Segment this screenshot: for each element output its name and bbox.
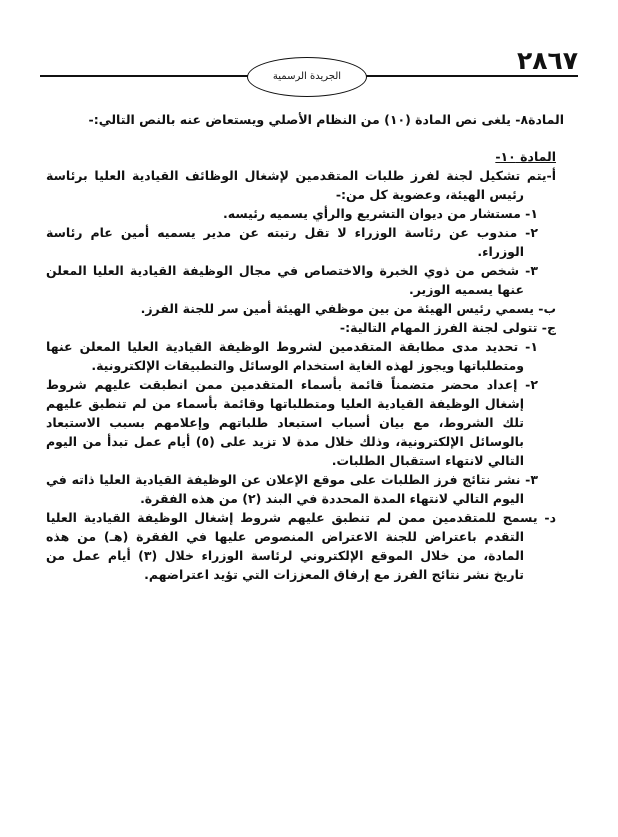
paragraph-c: ج- تتولى لجنة الفرز المهام التالية:-	[339, 320, 556, 335]
paragraph-a: أ-يتم تشكيل لجنة لفرز طلبات المتقدمين لإشغال الوظائف القيادية العليا برئاسة رئيس الهيئة، وعضوية كل من:-	[46, 168, 556, 202]
article-title: المادة ١٠-	[495, 149, 556, 164]
list-item: ١- تحديد مدى مطابقة المتقدمين لشروط الوظيفة القيادية العليا المعلن عنها ومتطلباتها ويجوز لهذه الغاية استخدام الوسائل والتطبيقات الإلكترونية.	[46, 339, 538, 373]
paragraph-b: ب- يسمي رئيس الهيئة من بين موظفي الهيئة أمين سر للجنة الفرز.	[140, 301, 556, 316]
page-number: ٢٨٦٧	[516, 46, 578, 75]
list-item: ١- مستشار من ديوان التشريع والرأي يسميه رئيسه.	[223, 206, 538, 221]
list-item: ٢- إعداد محضر متضمناً قائمة بأسماء المتقدمين ممن انطبقت عليهم شروط إشغال الوظيفة القيادية العليا ومتطلباتها وقائمة بأسماء من لم تنطبق عليهم تلك الشروط، مع بيان أسباب استبعاد طلباتهم وإعلامهم بسبب الاستبعاد بالوسائل الإلكترونية، وذلك خلال مدة لا تزيد على (٥) أيام عمل تبدأ من اليوم التالي لانتهاء استقبال الطلبات.	[46, 377, 538, 468]
paragraph-d: د- يسمح للمتقدمين ممن لم تنطبق عليهم شروط إشغال الوظيفة القيادية العليا التقدم باعتراض للجنة الاعتراض المنصوص عليها في الفقرة (هـ) من هذه المادة، من خلال الموقع الإلكتروني لرئاسة الوزراء خلال (٣) أيام عمل من تاريخ نشر نتائج الفرز مع إرفاق المعززات التي تؤيد اعتراضهم.	[46, 510, 556, 582]
list-item: ٢- مندوب عن رئاسة الوزراء لا تقل رتبته عن مدير يسميه أمين عام رئاسة الوزراء.	[46, 225, 538, 259]
list-item: ٣- نشر نتائج فرز الطلبات على موقع الإعلان عن الوظيفة القيادية العليا ذاته في اليوم التالي لانتهاء المدة المحددة في البند (٢) من هذه الفقرة.	[46, 472, 538, 506]
amendment-intro: المادة٨- يلغى نص المادة (١٠) من النظام الأصلي ويستعاض عنه بالنص التالي:-	[88, 112, 564, 127]
list-item: ٣- شخص من ذوي الخبرة والاختصاص في مجال الوظيفة القيادية العليا المعلن عنها يسميه الوزير.	[46, 263, 538, 297]
document-body	[46, 110, 564, 584]
gazette-header-badge: الجريدة الرسمية	[247, 57, 367, 97]
